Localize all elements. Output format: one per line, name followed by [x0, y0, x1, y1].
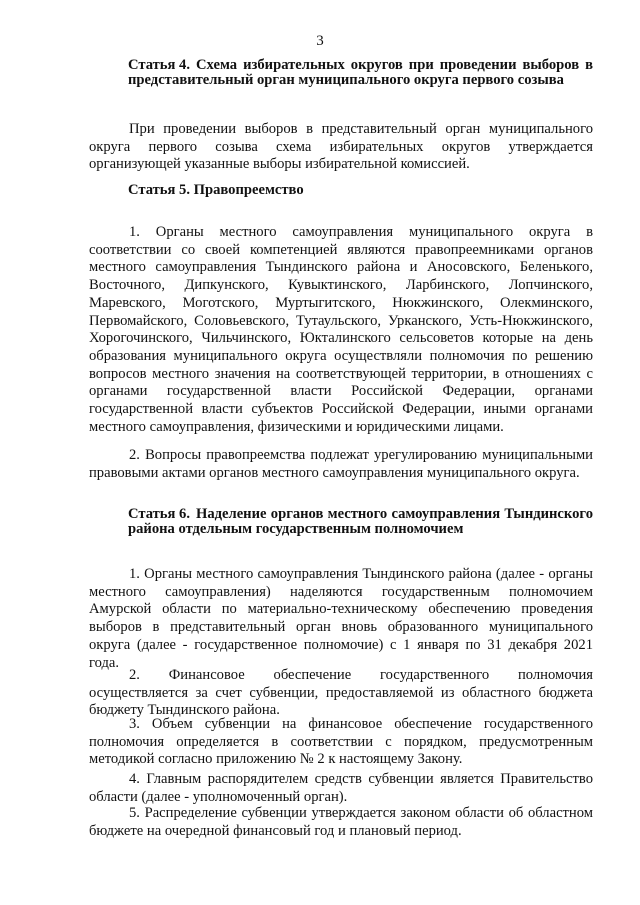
- article-5-paragraph-2: 2. Вопросы правопреемства подлежат урегулированию муниципальными правовыми актами органов местного самоуправления муниципального округа.: [89, 447, 593, 481]
- article-6-paragraph-5: 5. Распределение субвенции утверждается законом области об областном бюджете на очередной финансовый год и плановый период.: [89, 805, 593, 839]
- article-6-paragraph-2: 2. Финансовое обеспечение государственного полномочия осуществляется за счет субвенции, предоставляемой из областного бюджета бюджету Тындинского района.: [89, 667, 593, 719]
- article-5-heading: Статья 5. Правопреемство: [128, 182, 304, 198]
- page-number: 3: [316, 33, 324, 49]
- article-6-label: Статья 6.: [128, 506, 190, 522]
- article-6-paragraph-4: 4. Главным распорядителем средств субвенции является Правительство области (далее - уполномоченный орган).: [89, 771, 593, 805]
- article-6-paragraph-3: 3. Объем субвенции на финансовое обеспечение государственного полномочия определяется в соответствии с порядком, предусмотренным методикой согласно приложению № 2 к настоящему Закону.: [89, 716, 593, 768]
- article-4-text: При проведении выборов в представительный орган муниципального округа первого созыва схема избирательных округов утверждается организующей указанные выборы избирательной комиссией.: [89, 121, 593, 173]
- article-4-title: Схема избирательных округов при проведении выборов в представительный орган муниципального округа первого созыва: [128, 57, 593, 88]
- article-6-heading: [128, 507, 593, 537]
- article-5-paragraph-1: 1. Органы местного самоуправления муниципального округа в соответствии со своей компетенцией являются правопреемниками органов местного самоуправления Тындинского района и Аносовского, Беленького, Восточного, Дипкунского, Кувыктинского, Ларбинского, Лопчинского, Маревского, Моготского, Муртыгитского, Нюкжинского, Олекминского, Первомайского, Соловьевского, Тутаульского, Урканского, Усть-Нюкжинского, Хорогочинского, Чильчинского, Юкталинского сельсоветов которые на день образования муниципального округа осуществляли полномочия по решению вопросов местного значения на соответствующей территории, в отношениях с органами государственной власти Российской Федерации, органами государственной власти субъектов Российской Федерации, иными органами местного самоуправления, физическими и юридическими лицами.: [89, 224, 593, 435]
- article-4-label: Статья 4.: [128, 57, 190, 73]
- article-6-title: Наделение органов местного самоуправления Тындинского района отдельным государственным полномочием: [128, 506, 593, 537]
- article-6-paragraph-1: 1. Органы местного самоуправления Тындинского района (далее - органы местного самоуправления) наделяются государственным полномочием Амурской области по материально-техническому обеспечению проведения выборов в представительный орган вновь образованного муниципального округа (далее - государственное полномочие) с 1 января по 31 декабря 2021 года.: [89, 566, 593, 671]
- article-4-heading: [128, 58, 593, 88]
